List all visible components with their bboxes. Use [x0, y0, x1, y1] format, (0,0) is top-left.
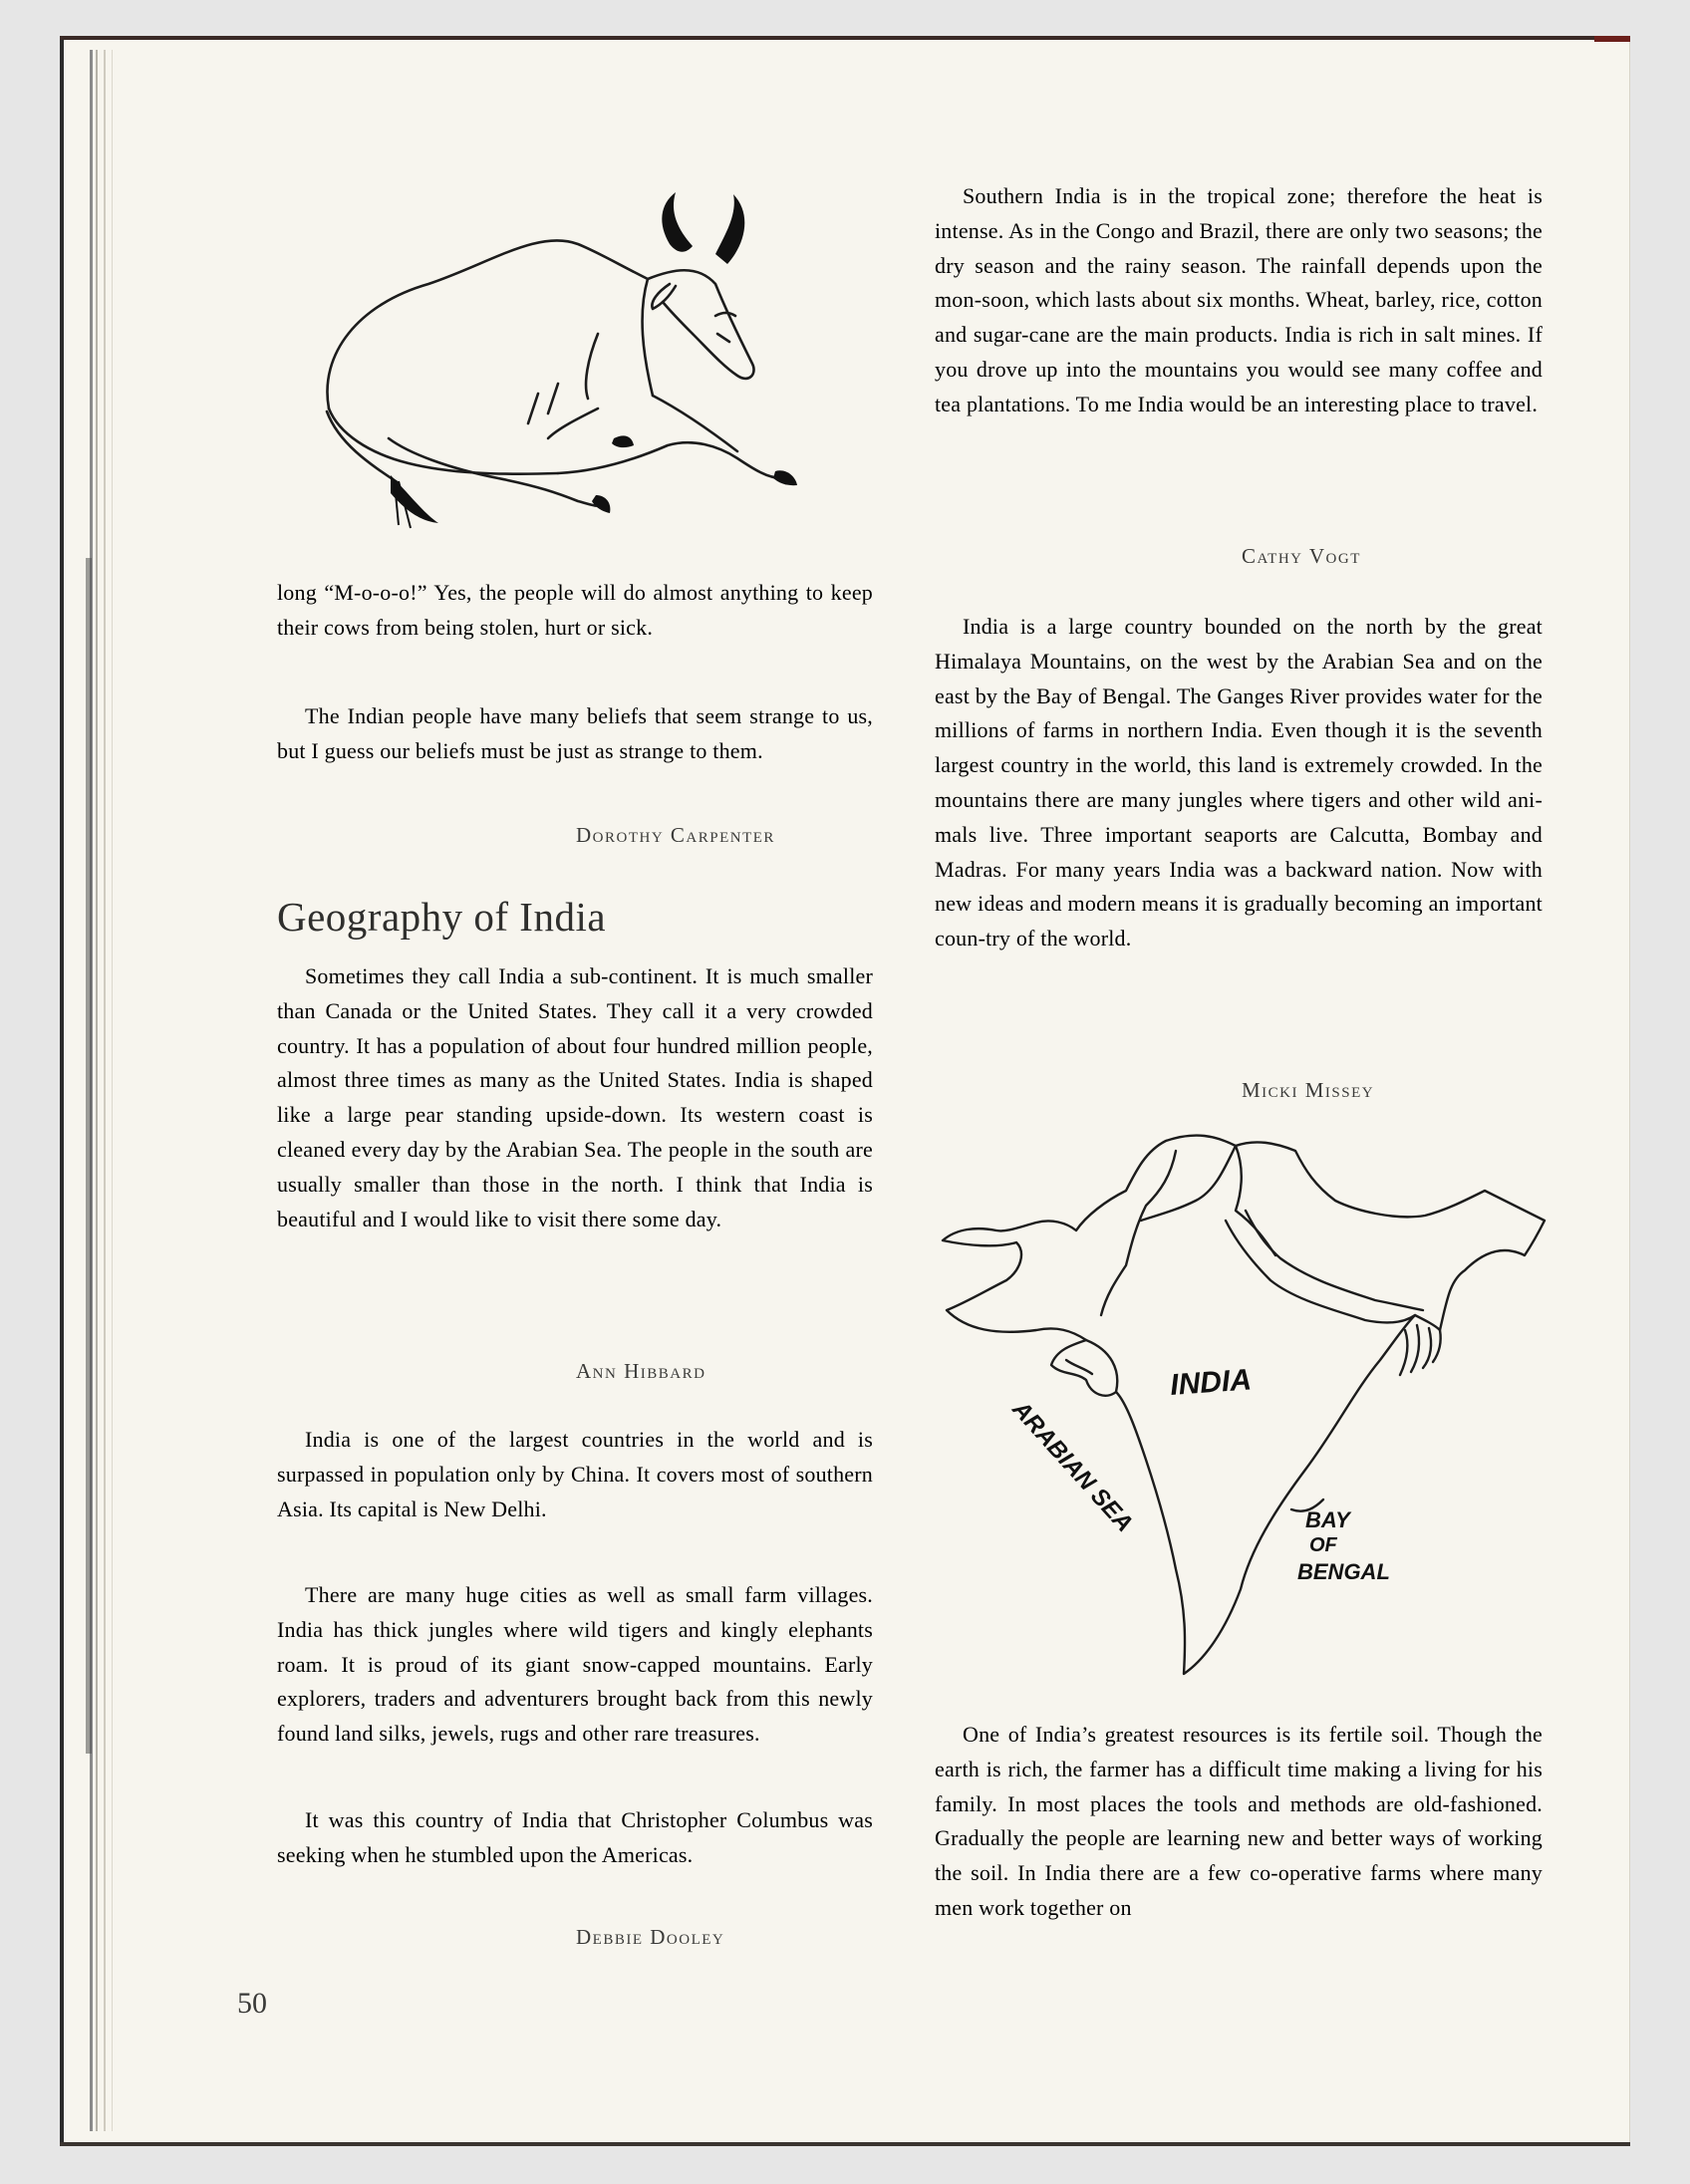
map-label-india: INDIA: [1169, 1363, 1253, 1402]
paragraph-cities: There are many huge cities as well as small farm villages. India has thick jungles where wild tigers and kingly elephants roam. It is proud of its giant snow-capped mountains. Early explorers, traders and adventurers brought back from this newly found land silks, jewels, rugs and other rare treasures.: [277, 1582, 873, 1747]
cow-illustration: [299, 184, 857, 533]
paragraph-southern-india: Southern India is in the tropical zone; therefore the heat is intense. As in the Congo and Brazil, there are only two seasons; the dry season and the rainy season. The rainfall depends upon the mon-soon, which lasts about six months. Wheat, barley, rice, cotton and sugar-cane are the main products. India is rich in salt mines. If you drove up into the mountains you would see many coffee and tea plantations. To me India would be an interesting place to travel.: [935, 183, 1543, 416]
page-top-edge: [60, 36, 1630, 40]
paragraph-subcontinent: Sometimes they call India a sub-continent. It is much smaller than Canada or the United States. They call it a very crowded country. It has a population of about four hundred million people, almost three times as many as the United States. India is shaped like a large pear standing upside-down. Its western coast is cleaned every day by the Arabian Sea. The people in the south are usually smaller than those in the north. I think that India is beautiful and I would like to visit there some day.: [277, 963, 873, 1231]
paragraph-fertile-soil: One of India’s greatest resources is its fertile soil. Though the earth is rich, the farmer has a difficult time making a living for his family. In most places the tools and methods are old-fashioned. Gradually the people are learning new and better ways of working the soil. In India there are a few co-operative farms where many men work together on: [935, 1722, 1543, 1920]
map-label-arabian-sea: ARABIAN SEA: [1006, 1395, 1139, 1537]
signature-micki-missey: Micki Missey: [1242, 1078, 1375, 1102]
paragraph-columbus: It was this country of India that Christopher Columbus was seeking when he stumbled upon the Americas.: [277, 1807, 873, 1867]
signature-cathy-vogt: Cathy Vogt: [1242, 544, 1361, 568]
paragraph-cow-ending: long “M-o-o-o!” Yes, the people will do almost anything to keep their cows from being stolen, hurt or sick.: [277, 580, 873, 640]
book-spine-edge: [60, 40, 120, 2142]
paragraph-boundaries: India is a large country bounded on the north by the great Himalaya Mountains, on the west by the Arabian Sea and on the east by the Bay of Bengal. The Ganges River provides water for the millions of farms in northern India. Even though it is the seventh largest country in the world, this land is extremely crowded. In the mountains there are many jungles where tigers and other wild ani-mals live. Three important seaports are Calcutta, Bombay and Madras. For many years India was a backward nation. Now with new ideas and modern means it is gradually becoming an important coun-try of the world.: [935, 614, 1543, 952]
map-label-bay: BAY: [1305, 1507, 1350, 1532]
signature-ann-hibbard: Ann Hibbard: [576, 1359, 706, 1383]
page-bottom-edge: [60, 2142, 1630, 2146]
paragraph-largest-countries: India is one of the largest countries in the world and is surpassed in population only by China. It covers most of southern Asia. Its capital is New Delhi.: [277, 1427, 873, 1521]
india-map: [937, 1131, 1554, 1689]
map-label-of: OF: [1309, 1534, 1337, 1556]
page-corner-mark: [1594, 36, 1630, 42]
paragraph-beliefs: The Indian people have many beliefs that seem strange to us, but I guess our beliefs must be just as strange to them.: [277, 703, 873, 763]
map-label-bengal: BENGAL: [1297, 1559, 1390, 1584]
signature-debbie-dooley: Debbie Dooley: [576, 1925, 725, 1949]
section-heading: Geography of India: [277, 894, 607, 940]
signature-dorothy-carpenter: Dorothy Carpenter: [576, 823, 775, 847]
page-number: 50: [237, 1987, 267, 2020]
